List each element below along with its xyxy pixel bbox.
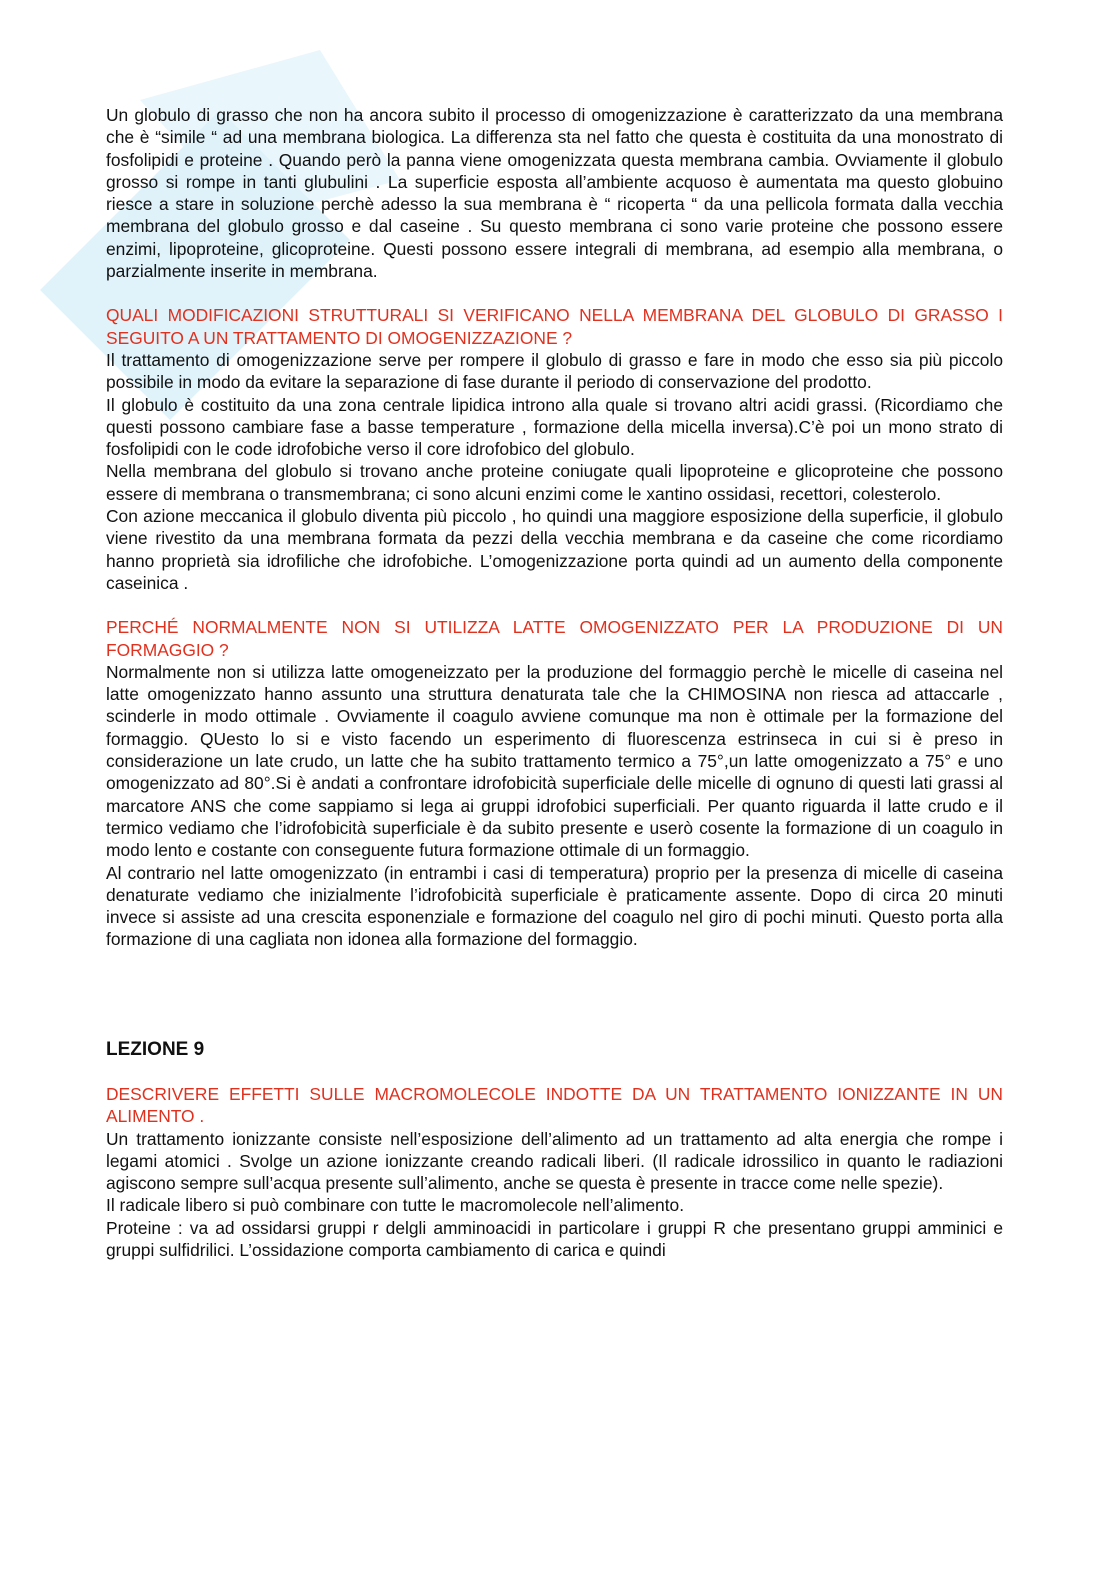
body-paragraph: Un trattamento ionizzante consiste nell’esposizione dell’alimento ad un trattamento ad alta energia che rompe i legami atomici . Svolge un azione ionizzante creando radicali liberi. (Il radicale idrossilico in quanto le radiazioni agiscono sempre sull’acqua presente sull’alimento, anche se questa è presente in tracce come nelle spezie). bbox=[106, 1128, 1003, 1194]
body-paragraph: Con azione meccanica il globulo diventa più piccolo , ho quindi una maggiore esposizione della superficie, il globulo viene rivestito da una membrana formata da pezzi della vecchia membrana e da caseine che come ricordiamo hanno proprietà sia idrofiliche che idrofobiche. L’omogenizzazione porta quindi ad un aumento della componente caseinica . bbox=[106, 506, 1003, 593]
lesson-title: LEZIONE 9 bbox=[106, 1038, 205, 1060]
body-paragraph: Al contrario nel latte omogenizzato (in entrambi i casi di temperatura) proprio per la presenza di micelle di caseina denaturate vediamo che inizialmente l’idrofobicità superficiale è praticamente assente. Dopo di circa 20 minuti invece si assiste ad una crescita esponenziale e formazione del coagulo nel giro di pochi minuti. Questo porta alla formazione di una cagliata non idonea alla formazione del formaggio. bbox=[106, 862, 1003, 950]
body-paragraph: Normalmente non si utilizza latte omogeneizzato per la produzione del formaggio perchè le micelle di caseina nel latte omogenizzato hanno assunto una struttura denaturata tale che la CHIMOSINA non riesca ad attaccarle , scinderle in modo ottimale . Ovviamente il coagulo avviene comunque ma non è ottimale per la formazione del formaggio. QUesto lo si e visto facendo un esperimento di fluorescenza estrinseca in cui si è preso in considerazione un late crudo, un latte che ha subito trattamento termico a 75°,un latte omogenizzato a 75° e uno omogenizzato ad 80°.Si è andati a confrontare idrofobicità superficiale delle micelle di ognuno di questi lati grassi al marcatore ANS che come sappiamo si lega ai gruppi idrofobici superficiali. Per quanto riguarda il latte crudo e il termico vediamo che l’idrofobicità superficiale è da subito presente e userò cosente la formazione di un coagulo in modo lento e costante con conseguente futura formazione ottimale di un formaggio. bbox=[106, 661, 1003, 861]
question-heading: PERCHÉ NORMALMENTE NON SI UTILIZZA LATTE OMOGENIZZATO PER LA PRODUZIONE DI UN FORMAGGIO ? bbox=[106, 617, 1003, 660]
body-paragraph: Proteine : va ad ossidarsi gruppi r delgli amminoacidi in particolare i gruppi R che presentano gruppi amminici e gruppi sulfidrilici. L’ossidazione comporta cambiamento di carica e quindi bbox=[106, 1217, 1003, 1261]
body-paragraph: Il trattamento di omogenizzazione serve per rompere il globulo di grasso e fare in modo che esso sia più piccolo possibile in modo da evitare la separazione di fase durante il periodo di conservazione del prodotto. bbox=[106, 349, 1003, 393]
document-page bbox=[106, 104, 1003, 1261]
intro-paragraph: Un globulo di grasso che non ha ancora subito il processo di omogenizzazione è caratterizzato da una membrana che è “simile “ ad una membrana biologica. La differenza sta nel fatto che questa è costituita da una monostrato di fosfolipidi e proteine . Quando però la panna viene omogenizzata questa membrana cambia. Ovviamente il globulo grosso si rompe in tanti glubulini . La superficie esposta all’ambiente acquoso è aumentata ma questo globuino riesce a stare in soluzione perchè adesso la sua membrana è “ ricoperta “ da una pellicola formata dalla vecchia membrana del globulo grosso e dal caseine . Su questo membrana ci sono varie proteine che possono essere enzimi, lipoproteine, glicoproteine. Questi possono essere integrali di membrana, ad esempio alla membrana, o parzialmente inserite in membrana. bbox=[106, 105, 1003, 282]
body-paragraph: Il radicale libero si può combinare con tutte le macromolecole nell’alimento. bbox=[106, 1195, 685, 1216]
body-paragraph: Il globulo è costituito da una zona centrale lipidica introno alla quale si trovano altri acidi grassi. (Ricordiamo che questi possono cambiare fase a basse temperature , formazione della micella inversa).C’è poi un mono strato di fosfolipidi con le code idrofobiche verso il core idrofobico del globulo. bbox=[106, 394, 1003, 460]
question-heading: QUALI MODIFICAZIONI STRUTTURALI SI VERIFICANO NELLA MEMBRANA DEL GLOBULO DI GRASSO I SEGUITO A UN TRATTAMENTO DI OMOGENIZZAZIONE ? bbox=[106, 305, 1003, 348]
question-heading: DESCRIVERE EFFETTI SULLE MACROMOLECOLE INDOTTE DA UN TRATTAMENTO IONIZZANTE IN UN ALIMENTO . bbox=[106, 1083, 1003, 1127]
body-paragraph: Nella membrana del globulo si trovano anche proteine coniugate quali lipoproteine e glicoproteine che possono essere di membrana o transmembrana; ci sono alcuni enzimi come le xantino ossidasi, recettori, colesterolo. bbox=[106, 461, 1003, 504]
